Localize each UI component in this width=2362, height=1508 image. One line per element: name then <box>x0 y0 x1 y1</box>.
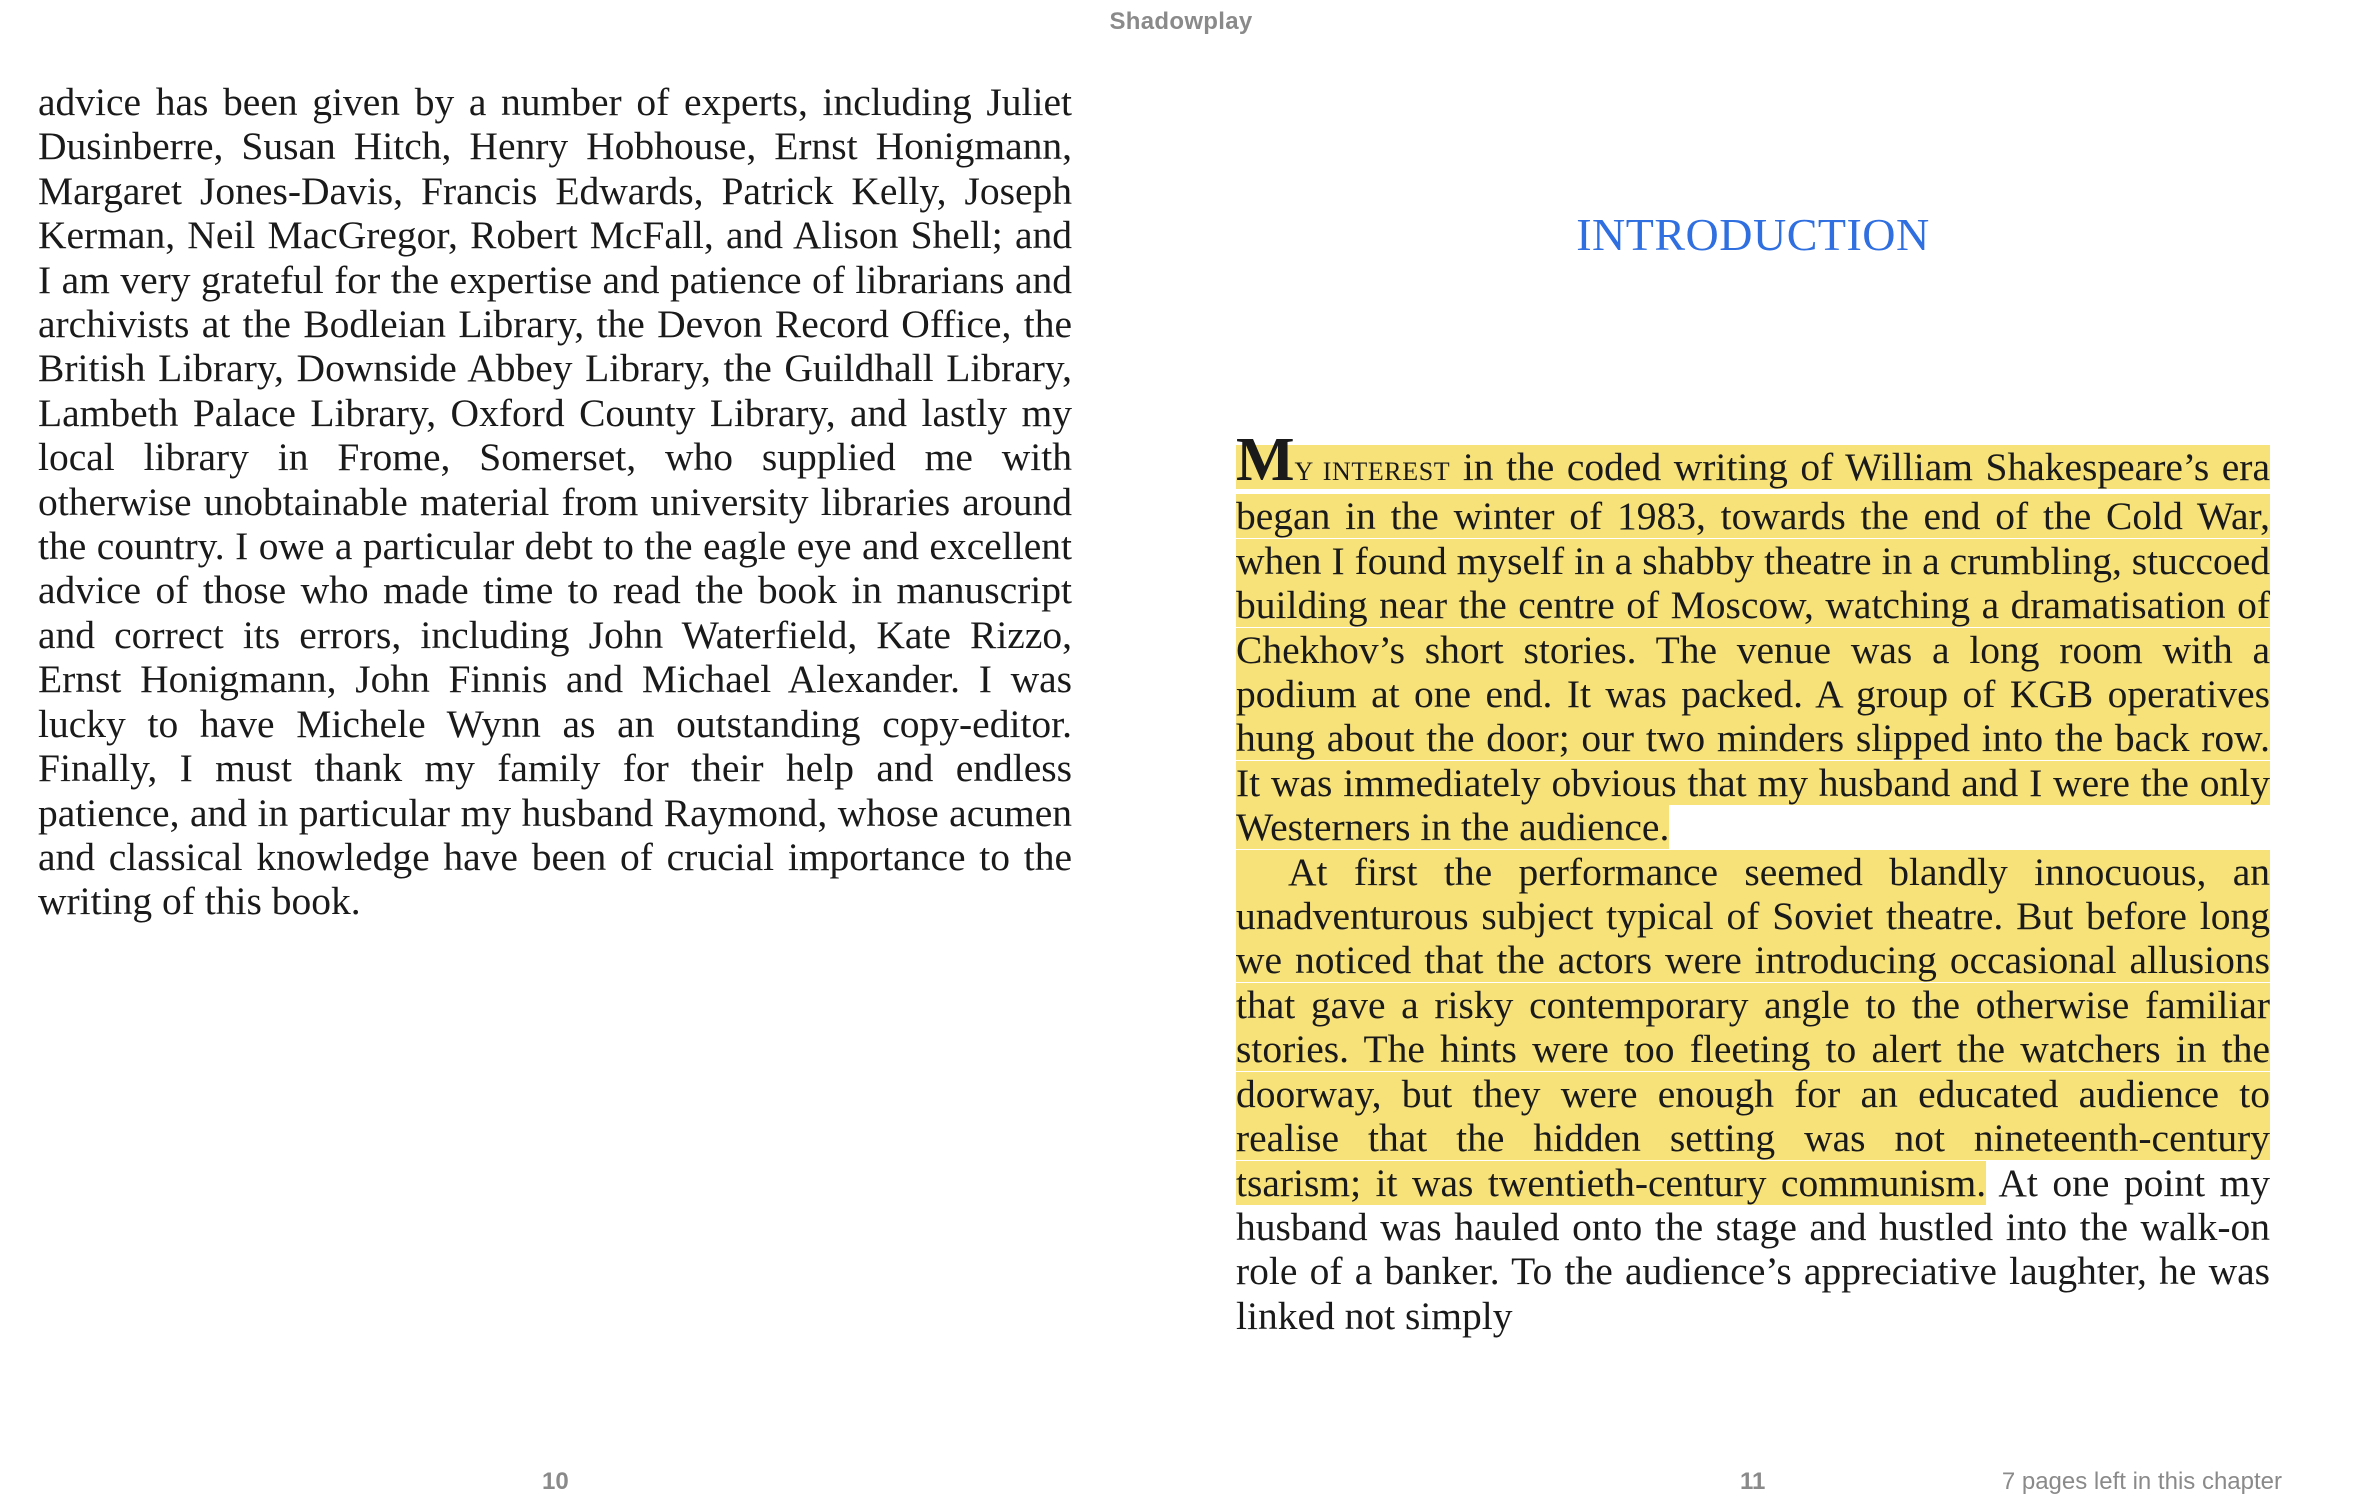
left-page-number: 10 <box>542 1468 569 1495</box>
window-title: Shadowplay <box>1109 8 1253 35</box>
right-page[interactable] <box>1236 0 2270 1508</box>
left-page-text[interactable]: advice has been given by a number of experts, including Juliet Dusinberre, Susan Hitch, Henry Hobhouse, Ernst Honigmann, Margaret Jones-Davis, Francis Edwards, Patrick Kelly, Joseph Kerman, Neil MacGregor, Robert McFall, and Alison Shell; and I am very grateful for the expertise and patience of librarians and archivists at the Bodleian Library, the Devon Record Office, the British Library, Downside Abbey Library, the Guildhall Library, Lambeth Palace Library, Oxford County Library, and lastly my local library in Frome, Somerset, who supplied me with otherwise unobtainable material from university libraries around the country. I owe a particular debt to the eagle eye and excellent advice of those who made time to read the book in manuscript and correct its errors, including John Waterfield, Kate Rizzo, Ernst Honigmann, John Finnis and Michael Alexander. I was lucky to have Michele Wynn as an outstanding copy-editor. Finally, I must thank my family for their help and endless patience, and in particular my husband Raymond, whose acumen and classical knowledge have been of crucial importance to the writing of this book. <box>38 80 1072 924</box>
paragraph-1-text: in the coded writing of William Shakespeare’s era began in the winter of 1983, towards the end of the Cold War, when I found myself in a shabby theatre in a crumbling, stuccoed building near the centre of Moscow, watching a dramatisation of Chekhov’s short stories. The venue was a long room with a podium at one end. It was packed. A group of KGB operatives hung about the door; our two minders slipped into the back row. It was immediately obvious that my husband and I were the only Westerners in the audience. <box>1236 445 2270 850</box>
paragraph-2[interactable] <box>1236 850 2270 1338</box>
chapter-body[interactable] <box>1236 426 2270 1338</box>
highlight-1[interactable] <box>1236 426 2270 850</box>
left-page[interactable] <box>38 0 1072 1508</box>
paragraph-2-plain-text: At one point my husband was hauled onto the stage and hustled into the walk-on role of a banker. To the audience’s appreciative laughter, he was linked not simply <box>1236 1160 2270 1338</box>
paragraph-1[interactable] <box>1236 426 2270 850</box>
highlight-2[interactable] <box>1236 850 2270 1205</box>
drop-cap: M <box>1236 426 1295 494</box>
chapter-title: INTRODUCTION <box>1576 209 1930 260</box>
paragraph-2-highlighted-text: At first the performance seemed blandly innocuous, an unadventurous subject typical of Soviet theatre. But before long we noticed that the actors were introducing occasional allusions that gave a risky contemporary angle to the otherwise familiar stories. The hints were too fleeting to alert the watchers in the doorway, but they were enough for an educated audience to realise that the hidden setting was not nineteenth-century tsarism; it was twentieth-century communism. <box>1236 849 2270 1205</box>
right-page-number: 11 <box>1740 1468 1766 1495</box>
pages-left-indicator: 7 pages left in this chapter <box>2001 1468 2282 1495</box>
small-caps-lead: Y INTEREST <box>1294 457 1451 486</box>
